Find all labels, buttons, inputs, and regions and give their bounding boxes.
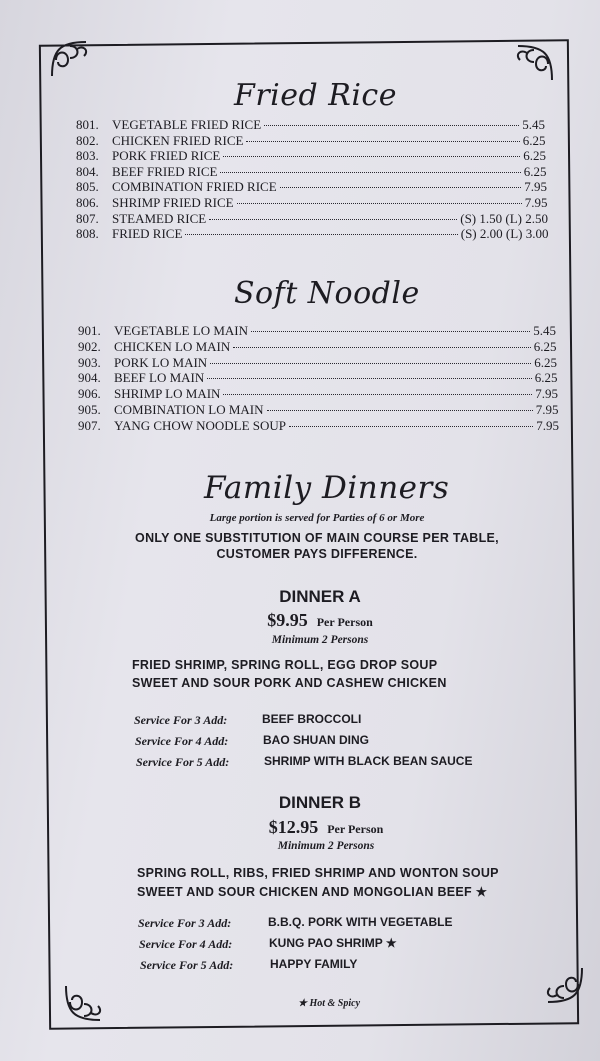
menu-item-row <box>76 148 546 163</box>
item-name: YANG CHOW NOODLE SOUP <box>114 417 287 433</box>
dinner-b-minimum: Minimum 2 Persons <box>277 840 375 852</box>
menu-item-row <box>76 164 547 179</box>
item-name: PORK FRIED RICE <box>112 148 221 164</box>
item-price: 7.95 <box>536 417 559 433</box>
item-name: CHICKEN LO MAIN <box>114 338 231 354</box>
corner-ornament <box>540 960 588 1008</box>
menu-item-row <box>78 386 558 401</box>
item-name: FRIED RICE <box>112 226 183 242</box>
item-name: STEAMED RICE <box>112 210 207 226</box>
dinner-a-price-line <box>0 610 600 631</box>
item-name: PORK LO MAIN <box>114 354 208 370</box>
item-name: SHRIMP LO MAIN <box>114 386 221 402</box>
service-label: Service For 3 Add: <box>134 713 228 727</box>
item-price: 6.25 <box>533 338 557 354</box>
family-dinners-title: Family Dinners <box>204 470 450 506</box>
item-number: 906. <box>78 386 101 402</box>
dot-leader <box>267 410 533 411</box>
item-number: 802. <box>76 132 99 148</box>
dinner-a-per-person: Per Person <box>316 615 373 629</box>
item-number: 901. <box>78 323 101 338</box>
menu-item-row <box>76 211 548 226</box>
service-label: Service For 3 Add: <box>138 916 232 930</box>
menu-item-row <box>78 402 559 417</box>
dot-leader <box>207 378 531 379</box>
service-label: Service For 5 Add: <box>136 755 230 769</box>
family-note: Large portion is served for Parties of 6 or More <box>209 512 425 524</box>
dot-leader <box>237 203 522 204</box>
dinner-b-title: DINNER B <box>278 793 362 812</box>
corner-ornament <box>60 978 108 1026</box>
item-name: SHRIMP FRIED RICE <box>112 195 234 210</box>
family-rule-1: ONLY ONE SUBSTITUTION OF MAIN COURSE PER TABLE, <box>135 531 499 545</box>
menu-item-row <box>76 226 549 241</box>
item-price: 7.95 <box>524 195 548 210</box>
item-number: 805. <box>76 179 99 195</box>
item-number: 804. <box>76 163 99 179</box>
dot-leader <box>251 331 530 332</box>
dinner-b-price-line <box>0 817 600 838</box>
service-item: SHRIMP WITH BLACK BEAN SAUCE <box>264 754 473 768</box>
dot-leader <box>233 347 530 348</box>
item-price: 5.45 <box>522 117 545 132</box>
menu-item-row <box>76 133 546 148</box>
dinner-a-title: DINNER A <box>279 587 361 606</box>
item-price: 6.25 <box>534 370 558 386</box>
item-name: BEEF LO MAIN <box>114 370 205 386</box>
service-item: BAO SHUAN DING <box>263 733 370 747</box>
item-name: COMBINATION FRIED RICE <box>112 179 277 195</box>
dinner-b-per-person: Per Person <box>327 822 384 836</box>
dot-leader <box>246 141 519 142</box>
dot-leader <box>223 394 532 395</box>
dinner-b-line-2: SWEET AND SOUR CHICKEN AND MONGOLIAN BEEF ★ <box>137 885 488 899</box>
service-item: KUNG PAO SHRIMP ★ <box>269 936 397 950</box>
dinner-a-line-1: FRIED SHRIMP, SPRING ROLL, EGG DROP SOUP <box>132 658 438 672</box>
dinner-a-minimum: Minimum 2 Persons <box>271 634 369 646</box>
item-number: 902. <box>78 338 101 354</box>
item-price: (S) 1.50 (L) 2.50 <box>460 210 548 226</box>
item-price: 6.25 <box>523 148 546 164</box>
item-price: 6.25 <box>534 354 557 370</box>
dot-leader <box>210 363 531 364</box>
menu-item-row <box>78 418 559 433</box>
dot-leader <box>209 219 457 220</box>
item-number: 806. <box>76 195 99 210</box>
service-label: Service For 5 Add: <box>140 958 234 972</box>
soft-noodle-title: Soft Noodle <box>234 276 420 311</box>
item-price: 5.45 <box>533 323 556 338</box>
item-name: BEEF FRIED RICE <box>112 163 218 179</box>
dot-leader <box>223 156 520 157</box>
dot-leader <box>185 234 457 235</box>
dot-leader <box>220 172 520 173</box>
item-price: 7.95 <box>535 402 559 417</box>
dinner-b-line-1: SPRING ROLL, RIBS, FRIED SHRIMP AND WONTON SOUP <box>137 866 499 880</box>
item-price: 6.25 <box>522 132 546 148</box>
corner-ornament <box>510 40 558 88</box>
item-number: 905. <box>78 402 101 417</box>
item-number: 801. <box>76 117 99 132</box>
menu-item-row <box>78 323 556 338</box>
service-item: B.B.Q. PORK WITH VEGETABLE <box>268 915 453 929</box>
hot-spicy-footnote: ★ Hot & Spicy <box>298 998 361 1009</box>
service-label: Service For 4 Add: <box>139 937 233 951</box>
menu-item-row <box>76 117 545 132</box>
item-price: (S) 2.00 (L) 3.00 <box>460 226 549 242</box>
item-name: CHICKEN FRIED RICE <box>112 132 244 148</box>
item-number: 803. <box>76 148 99 164</box>
corner-ornament <box>46 36 94 84</box>
item-number: 903. <box>78 354 101 370</box>
menu-item-row <box>78 355 557 370</box>
item-number: 808. <box>76 226 99 242</box>
family-rule-2: CUSTOMER PAYS DIFFERENCE. <box>216 547 418 561</box>
item-name: VEGETABLE LO MAIN <box>114 323 248 338</box>
item-number: 904. <box>78 370 101 386</box>
item-price: 6.25 <box>523 163 547 179</box>
item-name: VEGETABLE FRIED RICE <box>112 117 262 132</box>
menu-item-row <box>78 370 558 385</box>
item-number: 907. <box>78 417 101 433</box>
dot-leader <box>280 187 522 188</box>
service-item: HAPPY FAMILY <box>270 957 358 971</box>
item-number: 807. <box>76 210 99 226</box>
menu-item-row <box>78 339 557 354</box>
dinner-a-price: $9.95 <box>267 610 308 630</box>
dinner-a-line-2: SWEET AND SOUR PORK AND CASHEW CHICKEN <box>132 676 447 690</box>
dot-leader <box>264 125 519 126</box>
dot-leader <box>289 426 533 427</box>
service-item: BEEF BROCCOLI <box>262 712 362 726</box>
service-label: Service For 4 Add: <box>135 734 229 748</box>
item-price: 7.95 <box>524 179 547 195</box>
dinner-b-price: $12.95 <box>268 817 319 837</box>
item-name: COMBINATION LO MAIN <box>114 402 264 417</box>
fried-rice-title: Fried Rice <box>234 78 397 113</box>
menu-item-row <box>76 179 547 194</box>
menu-item-row <box>76 195 548 210</box>
item-price: 7.95 <box>535 386 558 402</box>
